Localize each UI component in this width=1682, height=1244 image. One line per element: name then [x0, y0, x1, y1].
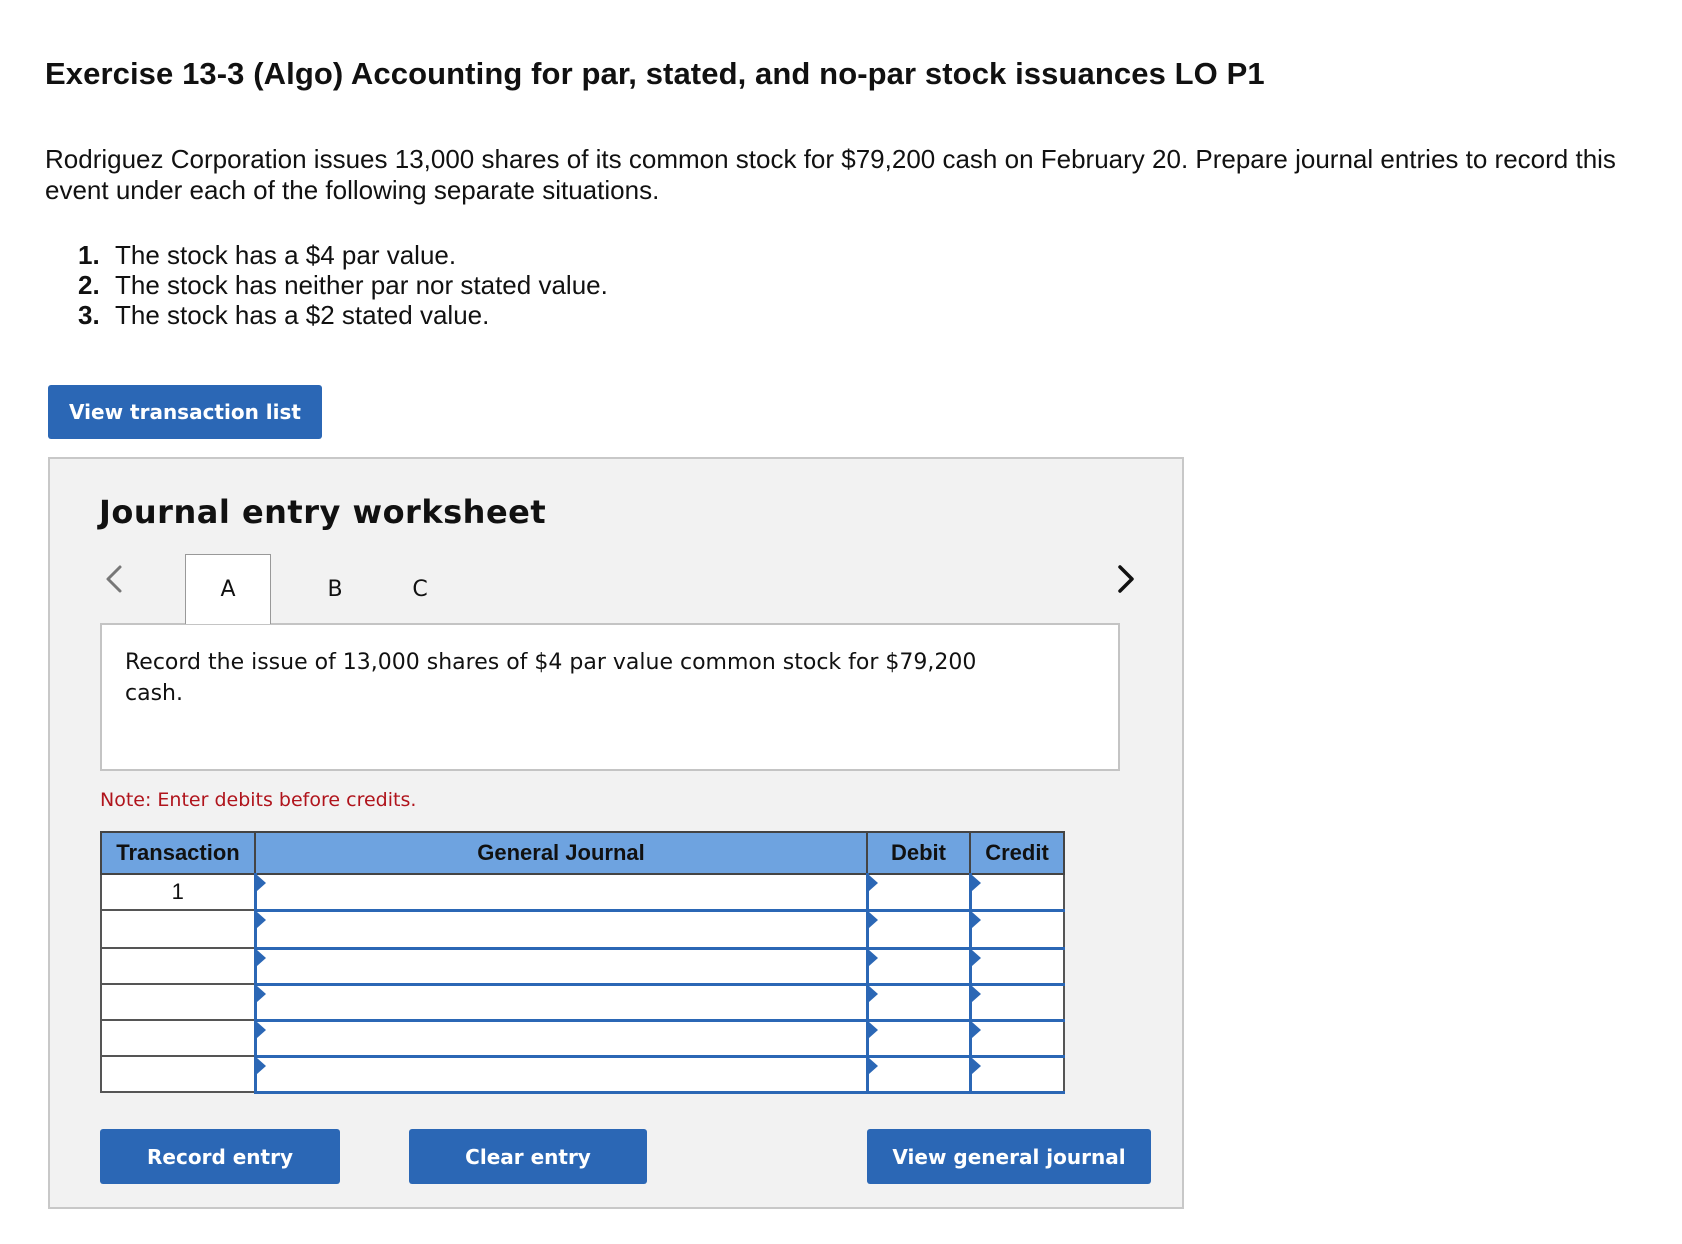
transaction-cell — [101, 1056, 255, 1092]
view-general-journal-button[interactable]: View general journal — [867, 1129, 1151, 1184]
credit-input[interactable] — [970, 1056, 1064, 1092]
column-header-transaction: Transaction — [101, 832, 255, 874]
debit-input[interactable] — [867, 948, 970, 984]
table-row — [101, 948, 1064, 984]
credit-input[interactable] — [970, 948, 1064, 984]
column-header-credit: Credit — [970, 832, 1064, 874]
column-header-debit: Debit — [867, 832, 970, 874]
account-select[interactable] — [255, 910, 867, 948]
note-text: Note: Enter debits before credits. — [100, 789, 417, 811]
view-transaction-list-button[interactable]: View transaction list — [48, 385, 322, 439]
account-select[interactable] — [255, 1020, 867, 1056]
debit-input[interactable] — [867, 874, 970, 910]
list-text: The stock has neither par nor stated value. — [115, 270, 608, 300]
worksheet-title: Journal entry worksheet — [99, 493, 547, 531]
account-select[interactable] — [255, 948, 867, 984]
credit-input[interactable] — [970, 984, 1064, 1020]
journal-entry-worksheet — [48, 457, 1184, 1209]
account-select[interactable] — [255, 984, 867, 1020]
instruction-text: Record the issue of 13,000 shares of $4 par value common stock for $79,200 cash. — [125, 650, 977, 706]
table-row — [101, 910, 1064, 948]
transaction-cell — [101, 1020, 255, 1056]
transaction-cell — [101, 910, 255, 948]
table-row — [101, 1020, 1064, 1056]
table-row — [101, 874, 1064, 910]
credit-input[interactable] — [970, 910, 1064, 948]
tab-c[interactable]: C — [412, 576, 428, 602]
debit-input[interactable] — [867, 1056, 970, 1092]
table-row — [101, 1056, 1064, 1092]
list-number: 2. — [78, 270, 100, 300]
chevron-left-icon[interactable] — [100, 559, 130, 599]
problem-intro: Rodriguez Corporation issues 13,000 shares of its common stock for $79,200 cash on February 20. Prepare journal entries to record this event under each of the following separate situations. — [45, 144, 1616, 205]
list-text: The stock has a $2 stated value. — [115, 300, 490, 330]
situations-list — [78, 240, 608, 330]
debit-input[interactable] — [867, 910, 970, 948]
credit-input[interactable] — [970, 1020, 1064, 1056]
list-number: 3. — [78, 300, 100, 330]
credit-input[interactable] — [970, 874, 1064, 910]
journal-table — [100, 831, 1065, 1094]
account-select[interactable] — [255, 1056, 867, 1092]
page-title: Exercise 13-3 (Algo) Accounting for par, stated, and no-par stock issuances LO P1 — [45, 56, 1265, 91]
list-text: The stock has a $4 par value. — [115, 240, 457, 270]
list-item — [78, 300, 608, 330]
chevron-right-icon[interactable] — [1110, 559, 1140, 599]
debit-input[interactable] — [867, 1020, 970, 1056]
list-item — [78, 270, 608, 300]
transaction-cell — [101, 984, 255, 1020]
column-header-general-journal: General Journal — [255, 832, 867, 874]
table-header-row — [101, 832, 1064, 874]
tab-b[interactable]: B — [327, 576, 343, 602]
record-entry-button[interactable]: Record entry — [100, 1129, 340, 1184]
transaction-cell: 1 — [101, 874, 255, 910]
account-select[interactable] — [255, 874, 867, 910]
debit-input[interactable] — [867, 984, 970, 1020]
clear-entry-button[interactable]: Clear entry — [409, 1129, 647, 1184]
transaction-cell — [101, 948, 255, 984]
instruction-box — [100, 623, 1120, 771]
table-row — [101, 984, 1064, 1020]
tab-a[interactable]: A — [185, 554, 271, 624]
list-item — [78, 240, 608, 270]
list-number: 1. — [78, 240, 100, 270]
